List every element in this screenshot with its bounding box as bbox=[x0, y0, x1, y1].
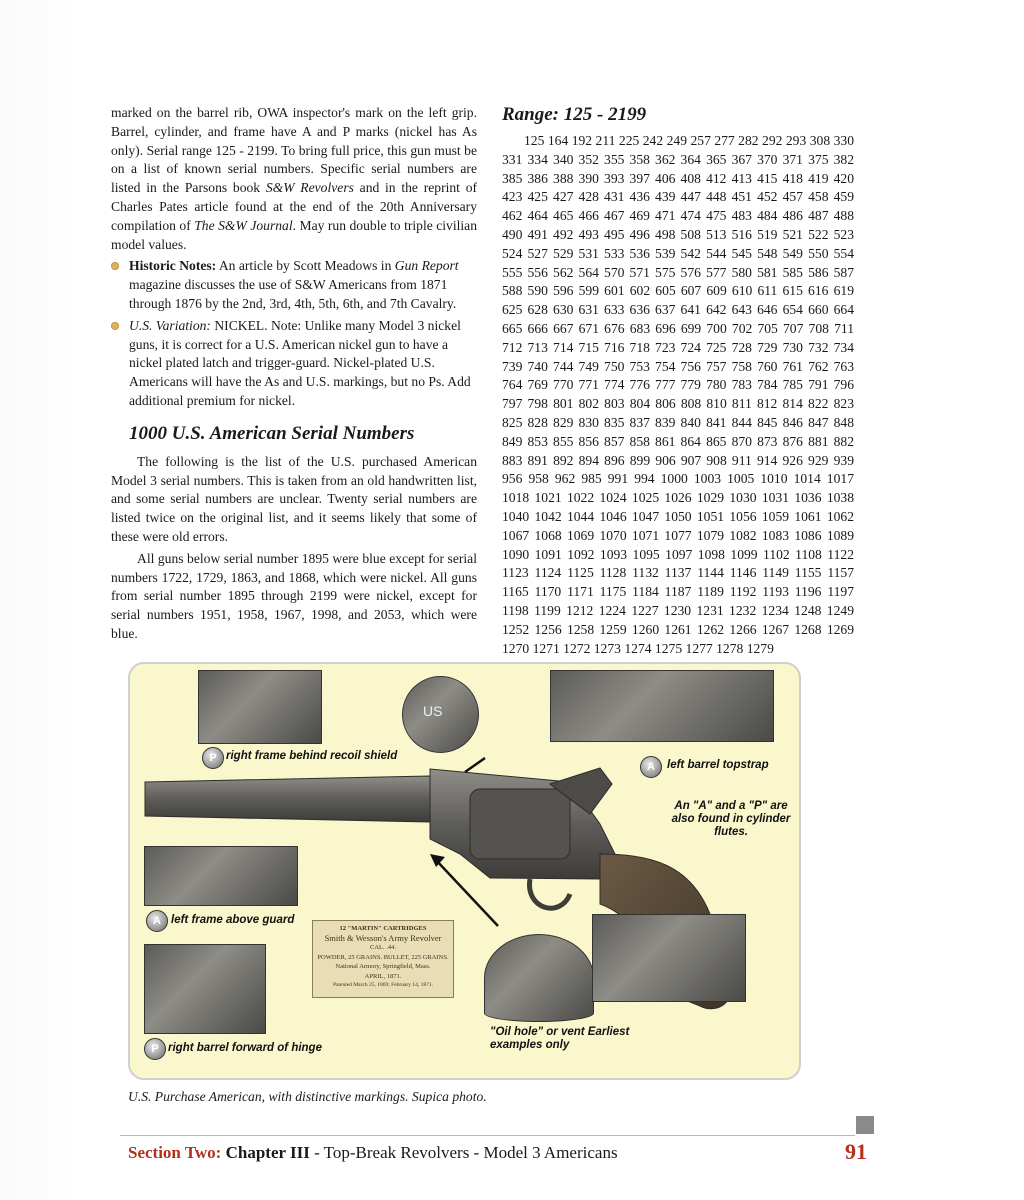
photo-latch-detail bbox=[592, 914, 746, 1002]
p-mark-badge-2: P bbox=[144, 1038, 166, 1060]
paragraph-barrel-markings: marked on the barrel rib, OWA inspector's mark on the left grip. Barrel, cylinder, and frame have A and P marks (nickel has As only). Serial range 125 - 2199. To bring full price, this gun must be on a list of known serial numbers. Specific serial numbers are listed in the Parsons book S&W Revolvers and in the reprint of Charles Pates article found at the end of the 20th Anniversary compilation of The S&W Journal. May run double to triple civilian model values. bbox=[111, 105, 478, 252]
journal-title: The S&W Journal bbox=[194, 217, 293, 233]
p-mark-badge: P bbox=[202, 747, 224, 769]
photo-right-frame bbox=[198, 670, 322, 744]
a-mark-badge-2: A bbox=[146, 910, 168, 932]
paragraph-blue-nickel: All guns below serial number 1895 were blue except for serial numbers 1722, 1729, 1863, and 1868, which were nickel. All guns from serial number 1895 through 2199 were nickel, except for serial numbers 1951, 1958, 1967, 1998, and 2053, which were blue. bbox=[111, 550, 477, 641]
bullet-historic-notes: Historic Notes: An article by Scott Meadows in Gun Report magazine discusses the use of S&W Americans from 1871 through 1876 by the 2nd, 3rd, 4th, 5th, 6th, and 7th Cavalry. bbox=[111, 257, 477, 313]
label-right-barrel: right barrel forward of hinge bbox=[168, 1042, 322, 1054]
serial-number-list: 125 164 192 211 225 242 249 257 277 282 292 293 308 330 331 334 340 352 355 358 362 364 365 367 370 371 375 382 385 386 388 390 393 397 406 408 412 413 415 418 419 420 423 425 427 428 431 436 439 447 448 451 452 457 458 459 462 464 465 466 467 469 471 474 475 483 484 486 487 488 490 491 492 493 495 496 498 508 513 516 519 521 522 523 524 527 529 531 533 536 539 542 544 545 548 549 550 554 555 556 562 564 570 571 575 576 577 580 581 585 586 587 588 590 596 599 601 602 605 607 609 610 611 615 616 619 625 628 630 631 633 636 637 641 642 643 646 654 660 664 665 666 667 671 676 683 696 699 700 702 705 707 708 711 712 713 714 715 716 718 723 724 725 728 729 730 732 734 739 740 744 749 750 753 754 756 757 758 760 761 762 763 764 769 770 771 774 776 777 779 780 783 784 785 791 796 797 798 801 802 803 804 806 808 810 811 812 814 822 823 825 828 829 830 835 837 839 840 841 844 845 846 847 848 849 853 855 856 857 858 861 864 865 870 873 876 881 882 883 891 892 894 896 899 906 907 908 911 914 926 929 939 956 958 962 985 991 994 1000 1003 1005 1010 1014 1017 1018 1021 1022 1024 1025 1026 1029 1030 1031 1036 1038 1040 1042 1044 1046 1047 1050 1051 1056 1059 1061 1062 1067 1068 1069 1070 1071 1077 1079 1082 1083 1086 1089 1090 1091 1092 1093 1095 1097 1098 1099 1102 1108 1122 1123 1124 1125 1128 1132 1137 1144 1146 1149 1155 1157 1165 1170 1171 1175 1184 1187 1189 1192 1193 1196 1197 1198 1199 1212 1224 1227 1230 1231 1232 1234 1248 1249 1252 1256 1258 1259 1260 1261 1262 1266 1267 1268 1269 1270 1271 1272 1273 1274 1275 1277 1278 1279 bbox=[502, 133, 854, 656]
paragraph-serial-list-intro: The following is the list of the U.S. purchased American Model 3 serial numbers. This is taken from an old handwritten list, and some serial numbers are unclear. Twenty serial numbers are listed twice on the original list, and it seems likely that some of these were old errors. bbox=[111, 453, 477, 544]
page-number: 91 bbox=[845, 1139, 867, 1164]
range-title: Range: 125 - 2199 bbox=[502, 104, 647, 125]
photo-left-frame bbox=[144, 846, 298, 906]
footer-marker-icon bbox=[856, 1116, 874, 1134]
label-cylinder-flutes: An "A" and a "P" are also found in cylinder flutes. bbox=[671, 800, 791, 838]
page-footer: Section Two: Chapter III - Top-Break Revolvers - Model 3 Americans bbox=[128, 1143, 618, 1162]
bullet-us-variation: U.S. Variation: NICKEL. Note: Unlike many Model 3 nickel guns, it is correct for a U.S. American nickel gun to have a nickel plated latch and trigger-guard. Nickel-plated U.S. Americans will have the As and U.S. markings, but no Ps. Add additional premium for nickel. bbox=[111, 317, 477, 411]
photo-figure bbox=[128, 662, 801, 1080]
photo-right-barrel bbox=[144, 944, 266, 1034]
bullet-dot-icon bbox=[111, 262, 119, 270]
magazine-title: Gun Report bbox=[394, 258, 459, 274]
figure-caption: U.S. Purchase American, with distinctive markings. Supica photo. bbox=[128, 1089, 487, 1104]
a-mark-badge: A bbox=[640, 756, 662, 778]
cartridge-box: 12 "MARTIN" CARTRIDGES Smith & Wesson's Army Revolver CAL. .44. POWDER, 25 GRAINS. BULLET, 225 GRAINS. National Armory, Springfield, Mass. APRIL, 1871. Patented March 25, 1869; February 14, 1871. bbox=[312, 920, 454, 998]
bullet-dot-icon bbox=[111, 322, 119, 330]
left-column bbox=[111, 104, 477, 644]
photo-left-barrel bbox=[550, 670, 774, 742]
label-right-frame: right frame behind recoil shield bbox=[226, 750, 398, 762]
label-oil-hole: "Oil hole" or vent Earliest examples only bbox=[490, 1026, 630, 1051]
book-title: S&W Revolvers bbox=[265, 180, 354, 196]
label-left-frame: left frame above guard bbox=[171, 914, 295, 926]
photo-oil-hole bbox=[484, 934, 594, 1022]
section-title: 1000 U.S. American Serial Numbers bbox=[129, 422, 415, 444]
label-left-barrel: left barrel topstrap bbox=[667, 759, 769, 771]
page-edge bbox=[0, 0, 78, 1200]
footer-divider bbox=[120, 1135, 855, 1136]
photo-us-stamp: US bbox=[402, 676, 479, 753]
right-column bbox=[502, 104, 854, 658]
